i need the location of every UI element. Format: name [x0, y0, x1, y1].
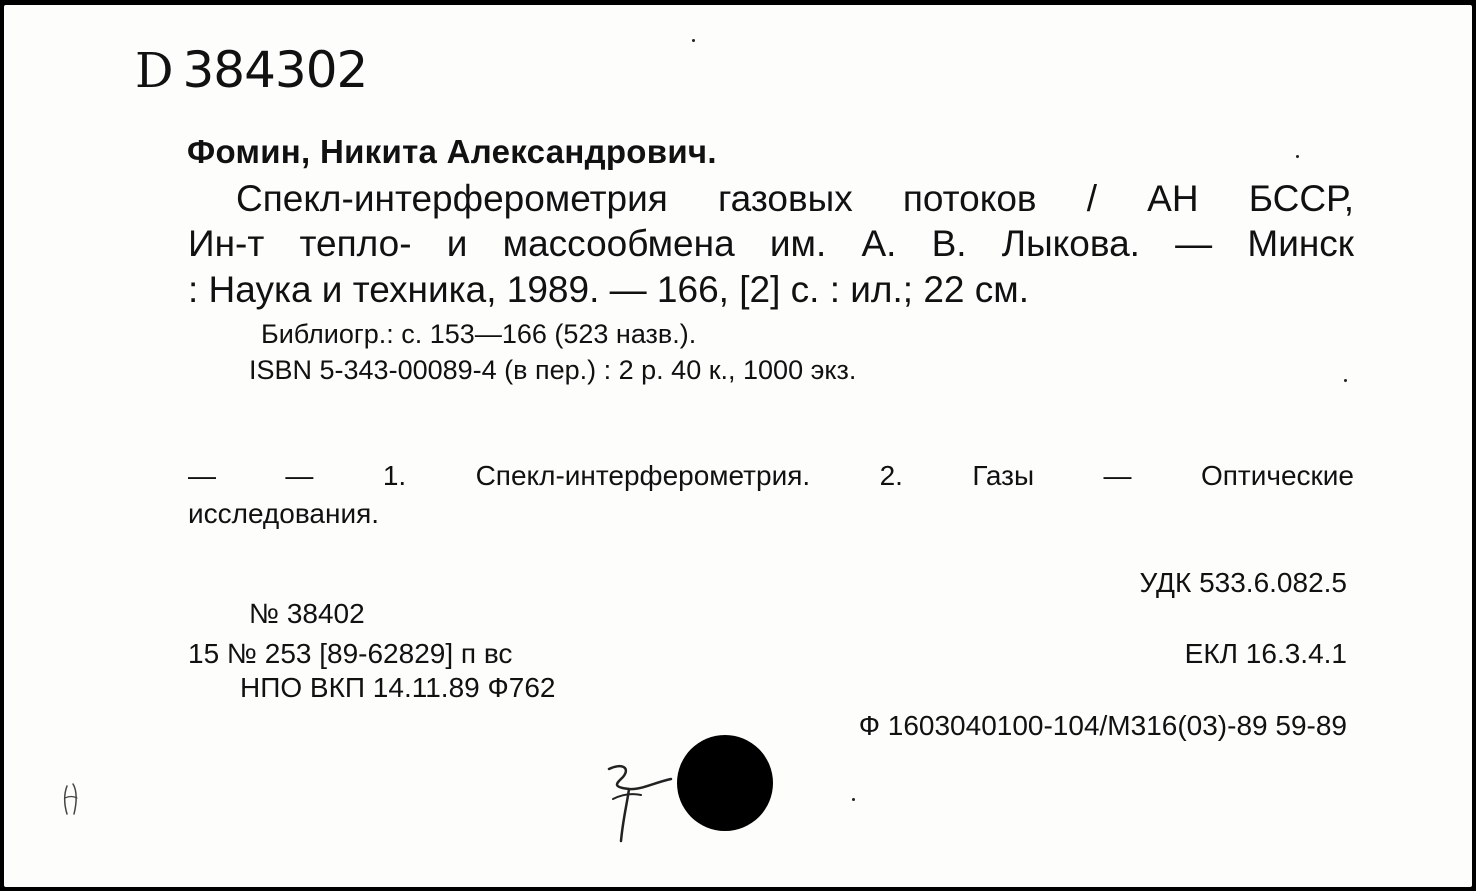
- subjects-line-1: — — 1. Спекл-интерферометрия. 2. Газы — Оптические: [188, 460, 1354, 491]
- udk-code: УДК 533.6.082.5: [1139, 567, 1347, 598]
- ekl-code: ЕКЛ 16.3.4.1: [1184, 638, 1347, 669]
- publication-code: Ф 1603040100-104/М316(03)-89 59-89: [858, 710, 1347, 741]
- card-header-id: [135, 41, 367, 99]
- isbn-line: ISBN 5-343-00089-4 (в пер.) : 2 р. 40 к., 1000 экз.: [249, 355, 857, 385]
- header-letter: D: [135, 43, 173, 99]
- record-number: № 38402: [249, 598, 365, 629]
- registration-line: 15 № 253 [89-62829] п вс: [188, 638, 513, 669]
- author-name: Фомин, Никита Александрович.: [187, 133, 717, 170]
- title-line-1: Спекл-интерферометрия газовых потоков / АН БССР,: [236, 178, 1354, 219]
- margin-mark: [61, 780, 85, 820]
- subjects-line-2: исследования.: [188, 498, 380, 529]
- header-number: 384302: [182, 41, 368, 99]
- printer-line: НПО ВКП 14.11.89 Ф762: [240, 672, 556, 703]
- title-line-3: : Наука и техника, 1989. — 166, [2] с. : ил.; 22 см.: [188, 269, 1030, 310]
- bibliography-note: Библиогр.: с. 153—166 (523 назв.).: [261, 319, 697, 349]
- handwritten-mark: [601, 759, 681, 849]
- title-line-2: Ин-т тепло- и массообмена им. А. В. Лыкова. — Минск: [188, 223, 1354, 264]
- catalog-card: [4, 5, 1472, 887]
- punched-hole: [677, 735, 773, 831]
